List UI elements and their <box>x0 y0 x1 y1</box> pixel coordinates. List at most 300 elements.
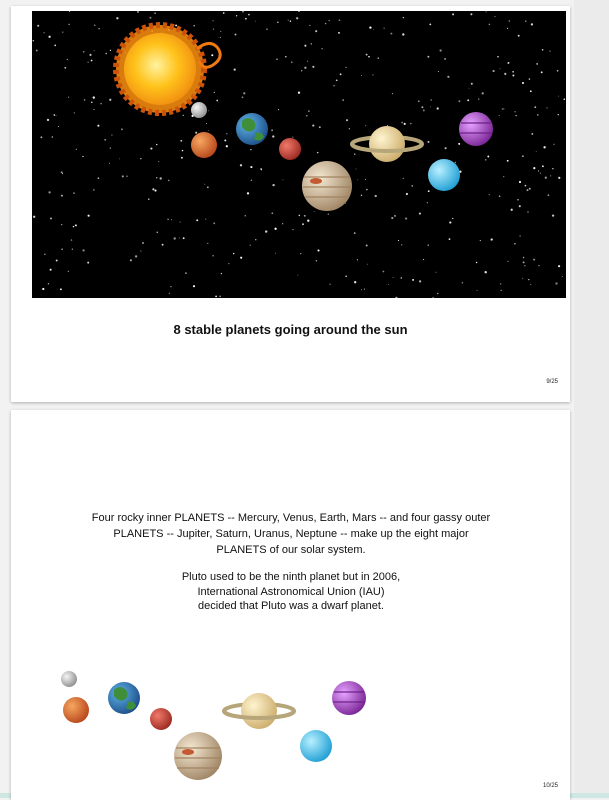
star <box>329 284 330 285</box>
star <box>255 21 256 22</box>
star <box>392 93 393 94</box>
star <box>530 90 532 92</box>
star <box>272 184 274 186</box>
star <box>182 150 183 151</box>
star <box>499 68 500 69</box>
star <box>336 79 338 81</box>
star <box>531 133 533 135</box>
star <box>501 290 502 291</box>
star <box>524 265 525 266</box>
star <box>74 112 75 113</box>
star <box>361 75 362 76</box>
star <box>447 76 449 78</box>
star <box>82 156 83 157</box>
star <box>419 213 421 215</box>
star <box>529 188 531 190</box>
star <box>538 265 539 266</box>
star <box>296 17 298 19</box>
star <box>470 13 472 15</box>
star <box>533 259 535 261</box>
star <box>142 242 144 244</box>
star <box>345 67 346 68</box>
star <box>403 17 404 18</box>
star <box>558 114 560 116</box>
star <box>111 135 112 136</box>
star <box>482 92 484 94</box>
star <box>398 240 399 241</box>
star <box>73 226 74 227</box>
paragraph-pluto <box>91 570 491 614</box>
star <box>522 155 524 157</box>
star <box>50 269 52 271</box>
star <box>469 88 470 89</box>
star <box>301 70 302 71</box>
solar-system-illustration <box>32 11 566 298</box>
star <box>366 245 368 247</box>
star <box>76 149 77 150</box>
star <box>410 123 412 125</box>
star <box>357 179 358 180</box>
star <box>404 123 406 125</box>
pluto-line: decided that Pluto was a dwarf planet. <box>198 600 384 612</box>
star <box>502 108 503 109</box>
star <box>110 147 111 148</box>
star <box>94 109 95 110</box>
star <box>250 166 252 168</box>
star <box>61 195 63 197</box>
star <box>282 179 283 180</box>
star <box>94 50 95 51</box>
star <box>467 99 469 101</box>
star <box>549 51 550 52</box>
star <box>109 163 110 164</box>
star <box>355 169 356 170</box>
star <box>503 176 504 177</box>
star <box>378 57 379 58</box>
star <box>223 12 225 14</box>
star <box>314 211 315 212</box>
earth-icon <box>236 113 268 145</box>
star <box>299 215 301 217</box>
star <box>140 158 141 159</box>
star <box>485 271 487 273</box>
star <box>52 136 53 137</box>
star <box>55 115 56 116</box>
star <box>562 276 563 277</box>
solar-system-image <box>32 11 566 298</box>
star <box>552 168 553 169</box>
star <box>179 237 180 238</box>
star <box>391 217 393 219</box>
star <box>248 14 250 16</box>
star <box>48 283 49 284</box>
star <box>250 245 251 246</box>
star <box>60 288 62 290</box>
star <box>509 20 510 21</box>
star <box>508 62 510 64</box>
star <box>193 285 195 287</box>
star <box>122 175 124 177</box>
star <box>109 99 111 101</box>
star <box>180 140 182 142</box>
star <box>36 50 38 52</box>
star <box>365 125 366 126</box>
star <box>427 202 428 203</box>
star <box>160 177 162 179</box>
star <box>148 199 149 200</box>
star <box>48 191 50 193</box>
star <box>373 29 374 30</box>
star <box>226 145 228 147</box>
star <box>366 54 368 56</box>
star <box>393 277 394 278</box>
star <box>61 249 62 250</box>
star <box>236 15 237 16</box>
page-10 <box>11 410 570 800</box>
star <box>333 85 335 87</box>
star <box>430 106 431 107</box>
star <box>168 180 170 182</box>
star <box>242 11 244 13</box>
star <box>536 63 538 65</box>
star <box>40 136 42 138</box>
star <box>406 193 408 195</box>
star <box>181 157 183 159</box>
star <box>476 262 477 263</box>
star <box>311 43 312 44</box>
star <box>68 24 69 25</box>
star <box>458 143 460 145</box>
star <box>412 279 414 281</box>
star <box>317 152 318 153</box>
star <box>93 189 95 191</box>
star <box>480 240 481 241</box>
star <box>522 278 523 279</box>
star <box>211 54 213 56</box>
star <box>546 107 547 108</box>
star <box>428 190 430 192</box>
star <box>361 195 362 196</box>
star <box>274 228 276 230</box>
star <box>208 130 209 131</box>
star <box>471 83 473 85</box>
star <box>449 238 451 240</box>
star <box>394 215 396 217</box>
star <box>514 243 515 244</box>
star <box>558 177 560 179</box>
star <box>255 239 256 240</box>
star <box>207 243 208 244</box>
star <box>304 67 306 69</box>
star <box>387 125 388 126</box>
star <box>56 260 58 262</box>
star <box>504 73 506 75</box>
star <box>71 239 72 240</box>
star <box>288 20 289 21</box>
star <box>282 223 283 224</box>
star <box>349 128 350 129</box>
star <box>329 20 330 21</box>
star <box>364 288 365 289</box>
star <box>541 71 543 73</box>
star <box>514 111 515 112</box>
star <box>97 125 99 127</box>
star <box>83 51 85 53</box>
star <box>342 99 344 101</box>
star <box>247 192 249 194</box>
star <box>316 260 317 261</box>
star <box>183 237 185 239</box>
star <box>525 20 526 21</box>
star <box>523 257 524 258</box>
star <box>82 249 84 251</box>
star <box>533 167 535 169</box>
star <box>75 224 77 226</box>
star <box>306 115 308 117</box>
star <box>91 60 93 62</box>
star <box>462 282 464 284</box>
star <box>500 283 501 284</box>
star <box>449 221 451 223</box>
star <box>427 56 429 58</box>
star <box>242 96 244 98</box>
star <box>290 20 291 21</box>
planets-illustration <box>11 660 570 800</box>
pluto-line: International Astronomical Union (IAU) <box>197 585 385 598</box>
star <box>64 67 66 69</box>
star <box>499 196 500 197</box>
star <box>61 224 62 225</box>
star <box>110 50 111 51</box>
saturn-icon <box>224 693 294 729</box>
star <box>322 48 323 49</box>
mars-icon <box>279 138 301 160</box>
venus-icon <box>191 132 217 158</box>
star <box>69 11 70 12</box>
mercury-icon <box>61 671 77 687</box>
star <box>354 154 355 155</box>
star <box>499 115 500 116</box>
star <box>527 211 529 213</box>
star <box>530 284 531 285</box>
star <box>158 161 159 162</box>
star <box>130 259 132 261</box>
star <box>361 289 362 290</box>
star <box>382 271 384 273</box>
star <box>458 100 460 102</box>
star <box>154 12 155 13</box>
star <box>390 33 392 35</box>
star <box>427 244 428 245</box>
star <box>193 25 195 27</box>
star <box>492 70 494 72</box>
star <box>325 23 326 24</box>
star <box>228 263 229 264</box>
star <box>204 184 205 185</box>
star <box>412 185 413 186</box>
star <box>277 22 278 23</box>
star <box>485 159 487 161</box>
star <box>156 231 158 233</box>
star <box>477 290 478 291</box>
star <box>243 92 245 94</box>
star <box>73 192 74 193</box>
star <box>180 222 181 223</box>
star <box>384 28 385 29</box>
star <box>240 257 242 259</box>
star <box>105 53 107 55</box>
star <box>62 173 63 174</box>
star <box>431 99 432 100</box>
star <box>319 126 321 128</box>
star <box>44 32 45 33</box>
star <box>72 249 73 250</box>
star <box>423 109 425 111</box>
star <box>486 11 487 12</box>
star <box>94 25 95 26</box>
star <box>307 61 308 62</box>
star <box>558 96 559 97</box>
star <box>67 59 68 60</box>
star <box>104 139 106 141</box>
star <box>405 218 407 220</box>
star <box>503 108 504 109</box>
star <box>515 115 516 116</box>
mercury-icon <box>191 102 207 118</box>
star <box>226 133 227 134</box>
star <box>216 100 218 102</box>
star <box>401 122 403 124</box>
star <box>272 135 274 137</box>
star <box>542 49 544 51</box>
star <box>61 171 63 173</box>
star <box>140 250 141 251</box>
star <box>518 35 520 37</box>
star <box>346 119 348 121</box>
star <box>261 169 262 170</box>
star <box>517 199 518 200</box>
star <box>452 218 453 219</box>
star <box>419 280 421 282</box>
star <box>403 178 404 179</box>
star <box>271 212 273 214</box>
star <box>436 272 437 273</box>
star <box>208 110 209 111</box>
star <box>292 137 293 138</box>
star <box>162 244 164 246</box>
star <box>245 18 247 20</box>
star <box>175 24 177 26</box>
star <box>42 288 44 290</box>
star <box>196 219 198 221</box>
star <box>423 259 424 260</box>
star <box>507 28 508 29</box>
star <box>339 19 341 21</box>
star <box>345 275 347 277</box>
star <box>507 261 508 262</box>
star <box>354 281 356 283</box>
star <box>312 125 314 127</box>
star <box>206 123 207 124</box>
star <box>213 222 215 224</box>
star <box>174 237 176 239</box>
star <box>212 20 213 21</box>
star <box>62 31 63 32</box>
star <box>100 103 102 105</box>
star <box>538 170 539 171</box>
star <box>58 126 59 127</box>
star <box>395 297 397 298</box>
star <box>367 264 368 265</box>
star <box>220 31 221 32</box>
star <box>245 215 246 216</box>
star <box>388 284 389 285</box>
star <box>215 296 217 298</box>
star <box>519 181 521 183</box>
star <box>156 144 157 145</box>
star <box>550 175 551 176</box>
star <box>213 28 214 29</box>
star <box>137 11 139 13</box>
star <box>455 162 457 164</box>
star <box>84 99 86 101</box>
star <box>445 147 447 149</box>
star <box>44 254 45 255</box>
star <box>250 149 251 150</box>
slide-caption: 8 stable planets going around the sun <box>173 322 408 337</box>
star <box>487 156 489 158</box>
star <box>543 146 545 148</box>
star <box>37 25 39 27</box>
star <box>185 272 187 274</box>
star <box>452 13 454 15</box>
star <box>525 185 527 187</box>
star <box>300 253 301 254</box>
star <box>265 230 267 232</box>
star <box>438 71 439 72</box>
star <box>240 164 242 166</box>
jupiter-icon <box>174 732 222 780</box>
star <box>354 232 356 234</box>
star <box>421 106 423 108</box>
star <box>437 293 438 294</box>
star <box>375 195 377 197</box>
star <box>214 92 215 93</box>
star <box>536 151 537 152</box>
neptune-icon <box>459 112 493 146</box>
star <box>135 255 137 257</box>
star <box>548 194 550 196</box>
star <box>357 259 358 260</box>
pluto-line: Pluto used to be the ninth planet but in 2006, <box>181 571 401 583</box>
star <box>369 26 371 28</box>
star <box>205 219 206 220</box>
star <box>522 82 524 84</box>
star <box>418 100 420 102</box>
star <box>558 265 560 267</box>
star <box>537 114 539 116</box>
star <box>511 209 513 211</box>
star <box>302 223 304 225</box>
saturn-icon <box>352 126 422 162</box>
earth-icon <box>108 682 140 714</box>
star <box>373 74 374 75</box>
viewer-scrollbar-track[interactable] <box>574 0 609 798</box>
star <box>167 219 168 220</box>
star <box>317 249 319 251</box>
star <box>68 271 69 272</box>
star <box>298 11 300 12</box>
